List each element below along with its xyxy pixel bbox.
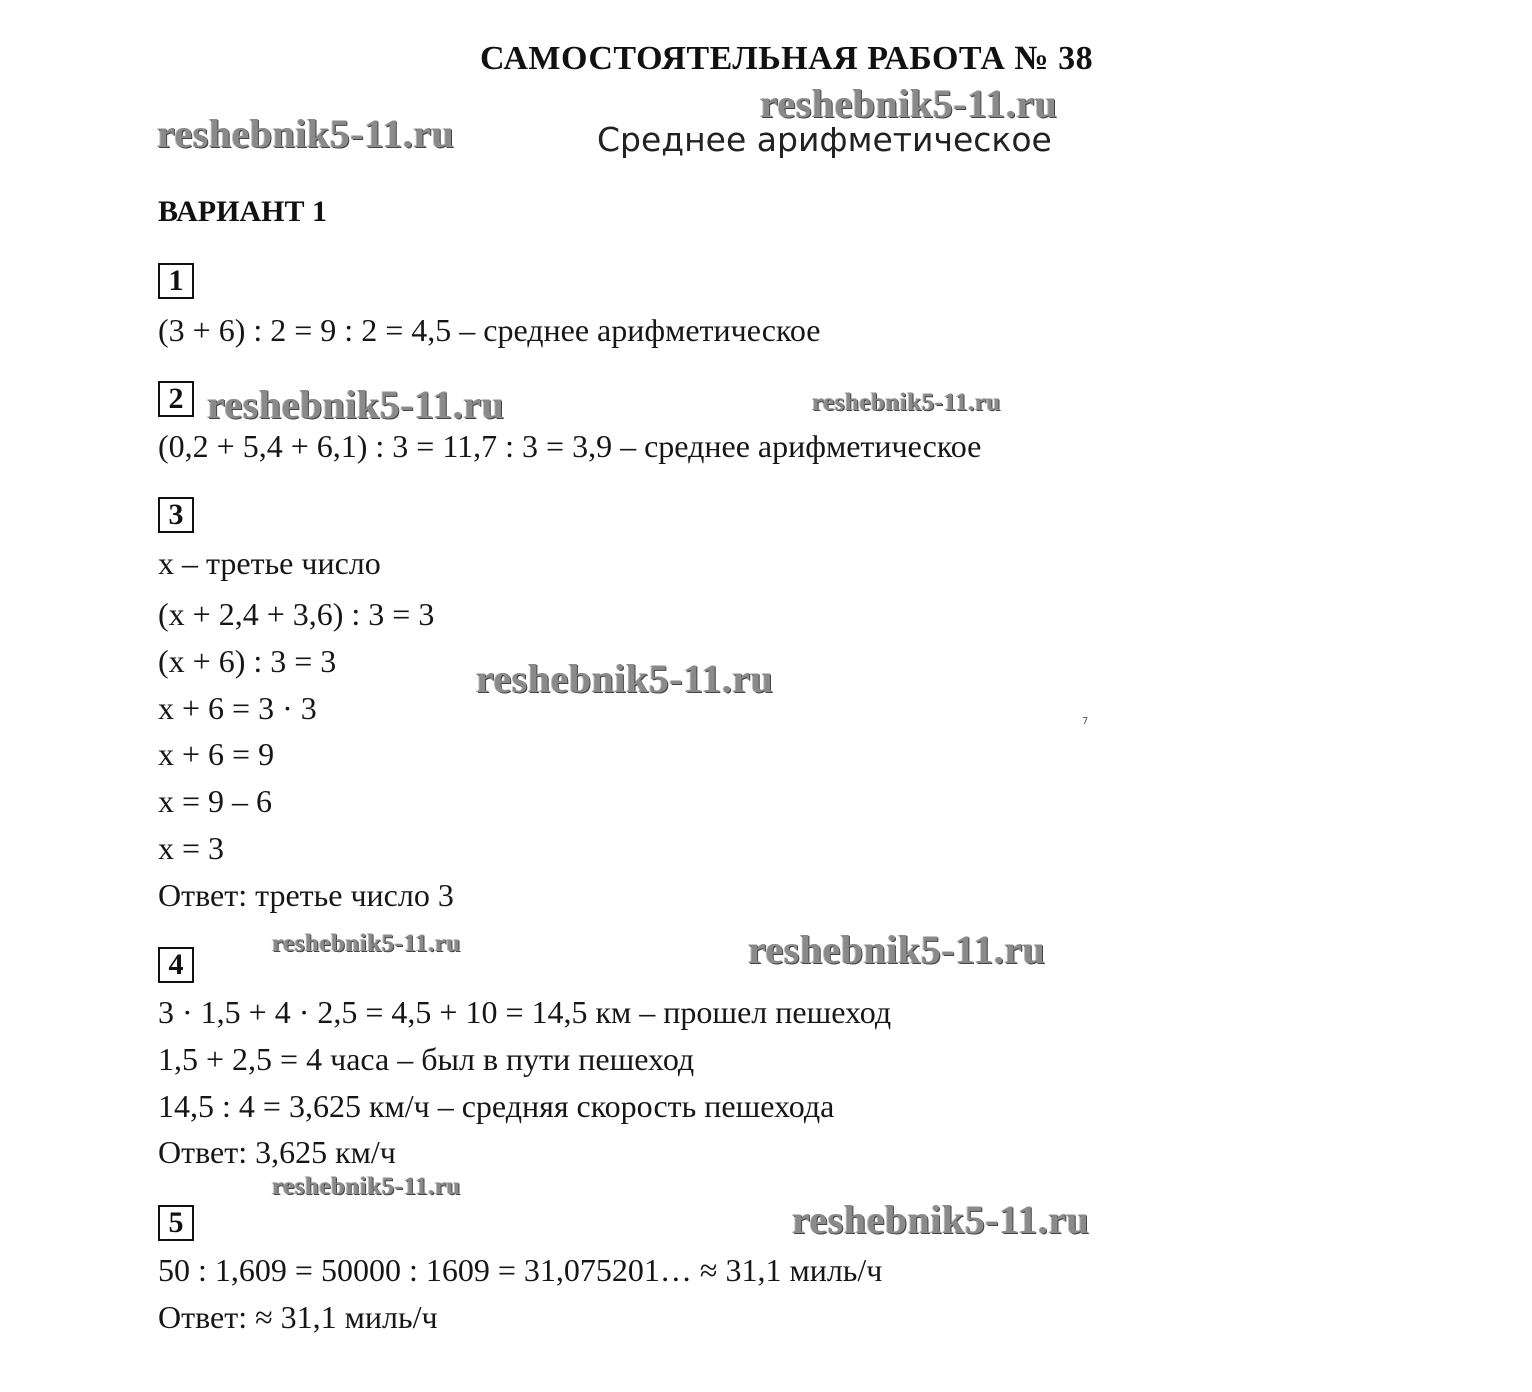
task-number-box: 2 bbox=[158, 381, 194, 417]
task-number-box: 4 bbox=[158, 947, 194, 983]
answer-line: Ответ: ≈ 31,1 миль/ч bbox=[158, 1299, 438, 1335]
solution-line: x – третье число bbox=[158, 545, 381, 581]
task-number-box: 3 bbox=[158, 497, 194, 533]
task-number-box: 5 bbox=[158, 1205, 194, 1241]
variant-heading: ВАРИАНТ 1 bbox=[158, 195, 327, 228]
solution-line: 50 : 1,609 = 50000 : 1609 = 31,075201… ≈ 31,1 миль/ч bbox=[158, 1252, 883, 1288]
watermark: reshebnik5-11.ru bbox=[272, 1173, 461, 1200]
document-subtitle: Среднее арифметическое bbox=[597, 120, 1052, 159]
answer-line: Ответ: третье число 3 bbox=[158, 877, 454, 913]
solution-line: x + 6 = 3 · 3 bbox=[158, 690, 317, 726]
stray-mark: 7 bbox=[1082, 716, 1089, 727]
watermark: reshebnik5-11.ru bbox=[272, 930, 461, 957]
task-number-box: 1 bbox=[158, 263, 194, 299]
answer-line: Ответ: 3,625 км/ч bbox=[158, 1134, 396, 1170]
watermark: reshebnik5-11.ru bbox=[792, 1197, 1090, 1242]
watermark: reshebnik5-11.ru bbox=[760, 81, 1058, 126]
solution-line: 14,5 : 4 = 3,625 км/ч – средняя скорость пешехода bbox=[158, 1088, 835, 1124]
solution-line: (0,2 + 5,4 + 6,1) : 3 = 11,7 : 3 = 3,9 – среднее арифметическое bbox=[158, 428, 982, 464]
watermark: reshebnik5-11.ru bbox=[812, 389, 1001, 416]
solution-line: 3 · 1,5 + 4 · 2,5 = 4,5 + 10 = 14,5 км – прошел пешеход bbox=[158, 994, 892, 1030]
watermark: reshebnik5-11.ru bbox=[476, 656, 774, 701]
solution-line: 1,5 + 2,5 = 4 часа – был в пути пешеход bbox=[158, 1041, 695, 1077]
watermark: reshebnik5-11.ru bbox=[157, 111, 455, 156]
document-title: САМОСТОЯТЕЛЬНАЯ РАБОТА № 38 bbox=[480, 40, 1094, 77]
watermark: reshebnik5-11.ru bbox=[207, 382, 505, 427]
solution-line: (x + 6) : 3 = 3 bbox=[158, 643, 337, 679]
solution-line: (3 + 6) : 2 = 9 : 2 = 4,5 – среднее арифметическое bbox=[158, 312, 821, 348]
solution-line: (x + 2,4 + 3,6) : 3 = 3 bbox=[158, 596, 435, 632]
solution-line: x = 3 bbox=[158, 830, 225, 866]
watermark: reshebnik5-11.ru bbox=[748, 927, 1046, 972]
solution-line: x + 6 = 9 bbox=[158, 736, 275, 772]
solution-line: x = 9 – 6 bbox=[158, 783, 273, 819]
